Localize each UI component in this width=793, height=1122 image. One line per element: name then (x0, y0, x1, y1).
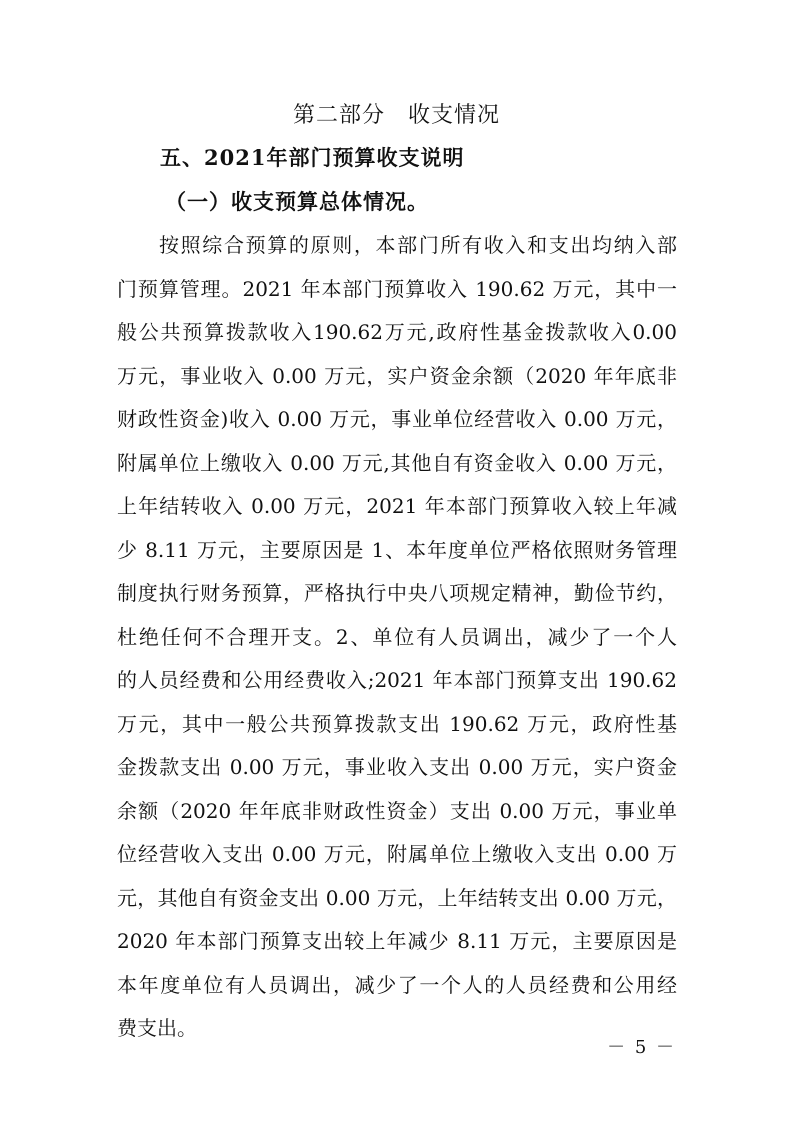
paragraph-line: 般公共预算拨款收入190.62万元,政府性基金拨款收入0.00 (117, 320, 677, 344)
page-number: － 5 － (607, 1037, 676, 1058)
page-title: 第二部分 收支情况 (292, 103, 500, 128)
paragraph-line: 元，其他自有资金支出 0.00 万元，上年结转支出 0.00 万元， (117, 885, 677, 910)
section-heading: 五、2021年部门预算收支说明 (160, 145, 465, 170)
paragraph-line: 本年度单位有人员调出，减少了一个人的人员经费和公用经 (117, 972, 677, 997)
paragraph-line: 余额（2020 年年底非财政性资金）支出 0.00 万元，事业单 (117, 798, 677, 823)
paragraph-line: 费支出。 (117, 1016, 197, 1040)
paragraph-line: 财政性资金)收入 0.00 万元，事业单位经营收入 0.00 万元， (117, 407, 677, 431)
body-paragraph (117, 224, 677, 1051)
paragraph-line: 门预算管理。2021 年本部门预算收入 190.62 万元，其中一 (117, 276, 677, 301)
paragraph-line: 制度执行财务预算，严格执行中央八项规定精神，勤俭节约， (117, 581, 677, 605)
paragraph-line: 少 8.11 万元，主要原因是 1、本年度单位严格依照财务管理 (117, 537, 677, 562)
paragraph-line: 金拨款支出 0.00 万元，事业收入支出 0.00 万元，实户资金 (117, 755, 677, 779)
paragraph-line: 2020 年本部门预算支出较上年减少 8.11 万元，主要原因是 (117, 929, 677, 953)
paragraph-line: 万元，其中一般公共预算拨款支出 190.62 万元，政府性基 (117, 711, 677, 736)
paragraph-line: 上年结转收入 0.00 万元，2021 年本部门预算收入较上年减 (117, 494, 677, 518)
paragraph-line: 位经营收入支出 0.00 万元，附属单位上缴收入支出 0.00 万 (117, 842, 677, 866)
paragraph-line: 的人员经费和公用经费收入;2021 年本部门预算支出 190.62 (117, 668, 677, 692)
paragraph-line: 杜绝任何不合理开支。2、单位有人员调出，减少了一个人 (117, 624, 677, 649)
paragraph-line: 万元，事业收入 0.00 万元，实户资金余额（2020 年年底非 (117, 363, 677, 388)
paragraph-line: 附属单位上缴收入 0.00 万元,其他自有资金收入 0.00 万元， (117, 450, 677, 475)
sub-heading: （一）收支预算总体情况。 (165, 189, 429, 214)
paragraph-line: 按照综合预算的原则，本部门所有收入和支出均纳入部 (159, 233, 677, 257)
